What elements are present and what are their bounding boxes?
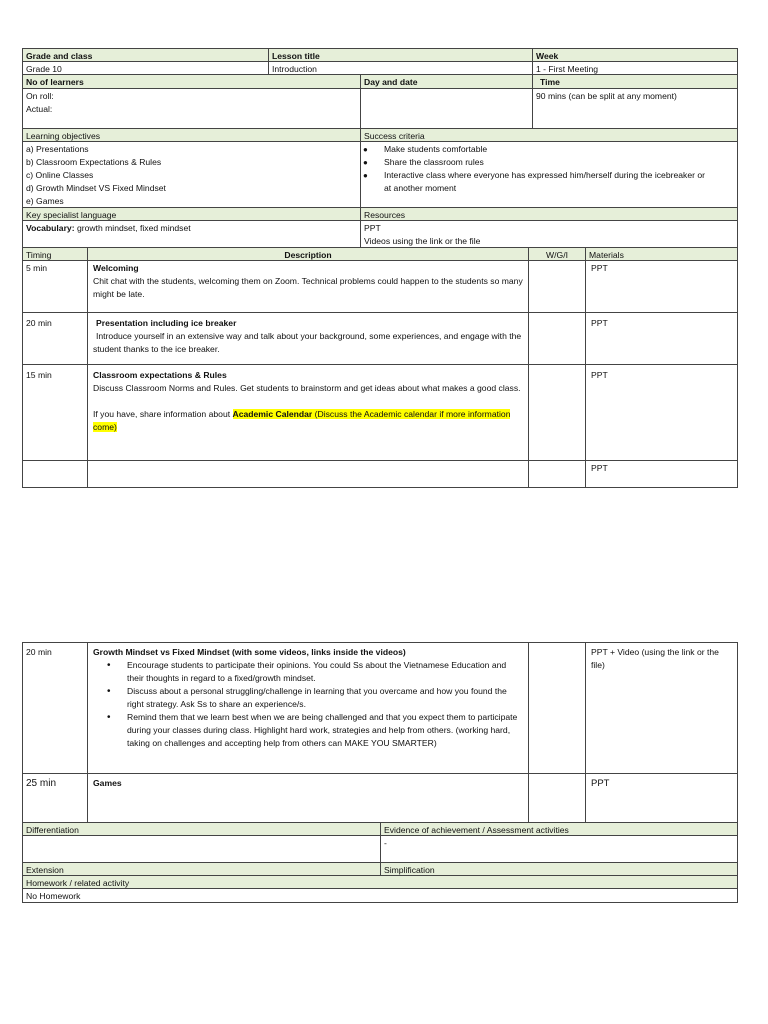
- differentiation-label: Differentiation: [22, 822, 381, 836]
- row-text: Chit chat with the students, welcoming them on Zoom. Technical problems could happen to the students so many might be late.: [93, 276, 523, 299]
- resource-item: Videos using the link or the file: [364, 236, 481, 246]
- homework-label: Homework / related activity: [22, 875, 738, 889]
- objectives-label: Learning objectives: [22, 128, 361, 142]
- row-wgi: [528, 260, 586, 313]
- evidence-value: -: [380, 835, 738, 863]
- academic-calendar-note: (Discuss the Academic calendar if more information come): [93, 409, 511, 432]
- row-wgi: [528, 364, 586, 461]
- row-wgi: [528, 312, 586, 365]
- success-criteria-label: Success criteria: [360, 128, 738, 142]
- row-materials: PPT + Video (using the link or the file): [585, 642, 738, 774]
- objectives-list: [22, 141, 361, 208]
- row-description: [87, 364, 529, 461]
- learners-values: [22, 88, 361, 129]
- row-text: Introduce yourself in an extensive way and talk about your background, some experiences, and engage with the student thanks to the ice breaker.: [93, 331, 522, 354]
- row-timing: 20 min: [22, 312, 88, 365]
- row-description: [87, 312, 529, 365]
- evidence-label: Evidence of achievement / Assessment activities: [380, 822, 738, 836]
- time-label: Time: [532, 74, 738, 89]
- col-timing: Timing: [22, 247, 88, 261]
- objective-item: a) Presentations: [26, 144, 89, 154]
- row-text: Discuss Classroom Norms and Rules. Get students to brainstorm and get ideas about what makes a good class.: [93, 383, 521, 393]
- mindset-bullet: • Discuss about a personal struggling/challenge in learning that you overcame and how you found the right strategy. Ask Ss to share an experience/s.: [127, 685, 525, 711]
- col-description: Description: [87, 247, 529, 261]
- language-label: Key specialist language: [22, 207, 361, 221]
- objective-item: e) Games: [26, 196, 64, 206]
- vocabulary-value: growth mindset, fixed mindset: [74, 223, 191, 233]
- on-roll-label: On roll:: [26, 91, 54, 101]
- day-date-label: Day and date: [360, 74, 533, 89]
- row-title: Growth Mindset vs Fixed Mindset (with some videos, links inside the videos): [93, 647, 406, 657]
- row-wgi: [528, 460, 586, 488]
- row-description: [87, 642, 529, 774]
- resources-label: Resources: [360, 207, 738, 221]
- row-text-calendar: [93, 408, 525, 434]
- col-wgi: W/G/I: [528, 247, 586, 261]
- success-item: ● Make students comfortable: [384, 143, 734, 156]
- lesson-title-value: Introduction: [268, 61, 533, 75]
- extension-label: Extension: [22, 862, 381, 876]
- day-date-value: [360, 88, 533, 129]
- time-value: 90 mins (can be split at any moment): [532, 88, 738, 129]
- row-materials: PPT: [585, 260, 738, 313]
- row-materials: PPT: [585, 312, 738, 365]
- row-timing: 20 min: [22, 642, 88, 774]
- row-timing: 5 min: [22, 260, 88, 313]
- learners-label: No of learners: [22, 74, 361, 89]
- week-label: Week: [532, 48, 738, 62]
- row-title: Classroom expectations & Rules: [93, 370, 227, 380]
- objective-item: d) Growth Mindset VS Fixed Mindset: [26, 183, 166, 193]
- actual-label: Actual:: [26, 104, 53, 114]
- vocabulary-label: Vocabulary:: [26, 223, 75, 233]
- grade-label: Grade and class: [22, 48, 269, 62]
- row-materials: PPT: [585, 460, 738, 488]
- row-materials: PPT: [585, 773, 738, 823]
- week-value: 1 - First Meeting: [532, 61, 738, 75]
- success-item: ● Share the classroom rules: [384, 156, 734, 169]
- vocabulary-cell: [22, 220, 361, 248]
- simplification-label: Simplification: [380, 862, 738, 876]
- row-timing: 25 min: [22, 773, 88, 823]
- row-description: [87, 260, 529, 313]
- row-timing: 15 min: [22, 364, 88, 461]
- objective-item: b) Classroom Expectations & Rules: [26, 157, 162, 167]
- row-materials: PPT: [585, 364, 738, 461]
- homework-value: No Homework: [22, 888, 738, 903]
- row-wgi: [528, 773, 586, 823]
- academic-calendar-highlight: Academic Calendar: [232, 409, 313, 419]
- resource-item: PPT: [364, 223, 381, 233]
- resources-list: [360, 220, 738, 248]
- row-title: Presentation including ice breaker: [96, 318, 237, 328]
- lesson-title-label: Lesson title: [268, 48, 533, 62]
- row-description: [87, 460, 529, 488]
- row-wgi: [528, 642, 586, 774]
- success-criteria-list: [360, 141, 738, 208]
- differentiation-value: [22, 835, 381, 863]
- grade-value: Grade 10: [22, 61, 269, 75]
- calendar-intro: If you have, share information about: [93, 409, 233, 419]
- objective-item: c) Online Classes: [26, 170, 94, 180]
- mindset-bullet: • Encourage students to participate their opinions. You could Ss about the Vietnamese Education and their thoughts in regard to a fixed/growth mindset.: [127, 659, 525, 685]
- row-timing: [22, 460, 88, 488]
- row-title: Welcoming: [93, 263, 139, 273]
- mindset-bullet: • Remind them that we learn best when we are being challenged and that you expect them to participate during your classes during class. Highlight hard work, strategies and help from others. (working hard, taking on challenges and accepting help from others can MAKE YOU SMARTER): [127, 711, 525, 750]
- success-item: ● Interactive class where everyone has expressed him/herself during the icebreaker or at another moment: [384, 169, 714, 195]
- col-materials: Materials: [585, 247, 738, 261]
- row-title: Games: [87, 773, 529, 823]
